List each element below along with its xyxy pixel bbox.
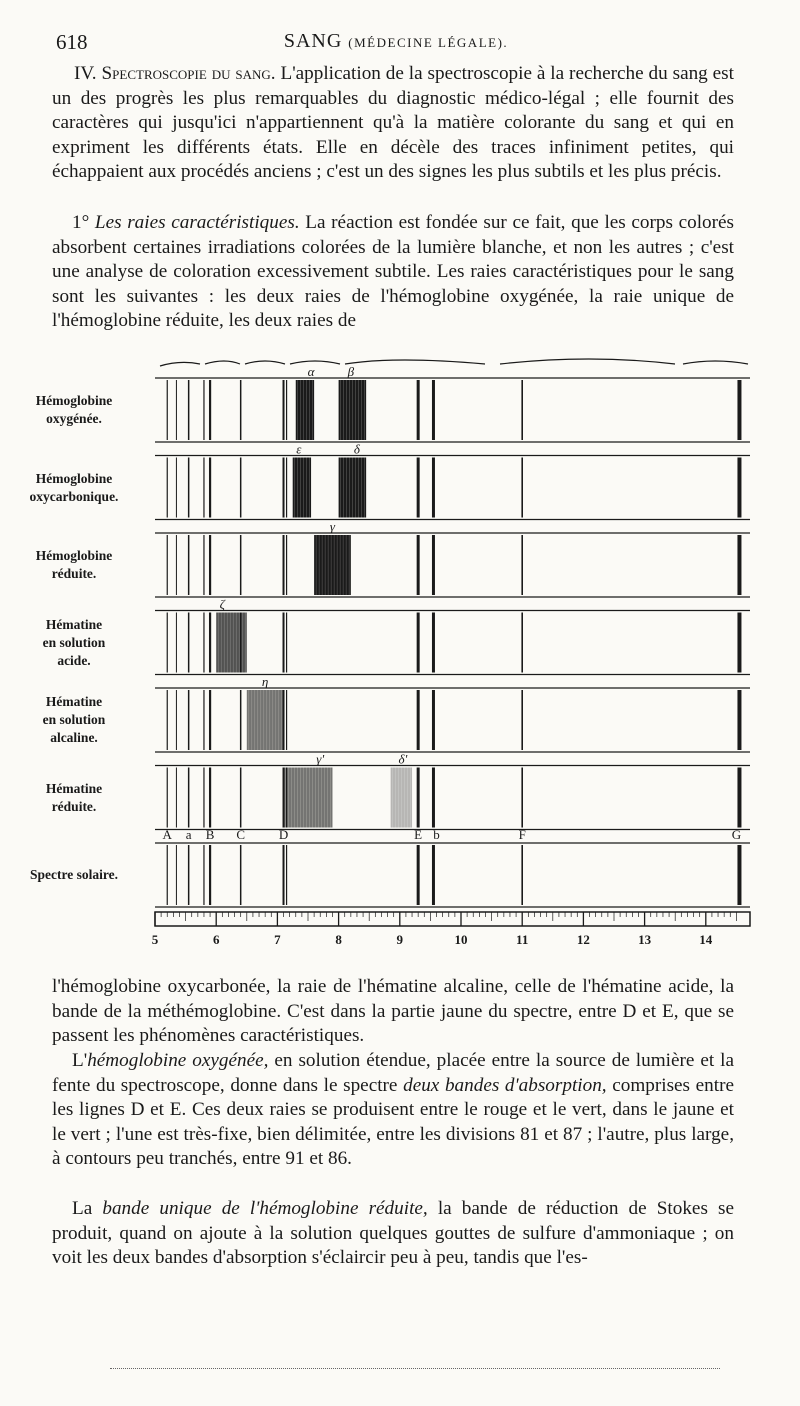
absorption-band (247, 690, 284, 750)
spectra-plate (0, 350, 800, 950)
band-letter: η (261, 674, 269, 689)
band-letter: γ (329, 519, 336, 534)
absorption-band (314, 535, 351, 595)
row-label-line: Spectre solaire. (30, 867, 118, 882)
band-letter: ε (296, 441, 302, 457)
scale-number: 9 (396, 932, 404, 947)
scale-number: 13 (638, 932, 652, 947)
body-paragraph-1-text: l'hémoglobine oxycarbonée, la raie de l'hématine alcaline, celle de l'hématine acide, la bande de la méthémoglobine. C'est dans la partie jaune du spectre, entre D et E, que se passent les phénomènes caractéristiques. (52, 976, 734, 1047)
running-header (56, 30, 736, 56)
fraunhofer-letter: B (205, 827, 215, 842)
section-intro-paragraph (52, 62, 734, 185)
scale-number: 8 (335, 932, 342, 947)
scale-number: 6 (212, 932, 220, 947)
body-paragraph-1 (52, 975, 734, 1049)
fraunhofer-letter: F (518, 827, 526, 842)
p3-lead: La (72, 1198, 103, 1219)
body-paragraph-3 (52, 1197, 734, 1271)
page-number: 618 (56, 30, 88, 54)
p2-emphasis: hémoglobine oxygénée, (87, 1050, 269, 1071)
row-label-line: réduite. (51, 566, 97, 581)
footer-rule (110, 1368, 720, 1369)
p2-lead: L' (72, 1050, 88, 1071)
row-label-line: Hémoglobine (35, 393, 113, 408)
absorption-band (391, 768, 412, 828)
absorption-band (284, 768, 333, 828)
section-heading: Spectroscopie du sang. (101, 63, 276, 84)
fraunhofer-letter: a (185, 827, 192, 842)
row-label-line: en solution (42, 712, 106, 727)
running-title (56, 30, 736, 53)
p3-emphasis: bande unique de l'hémoglobine réduite, (102, 1198, 428, 1219)
p3-text: la bande de réduction de Stokes se produit, quand on ajoute à la solution quelques gouttes de sulfure d'ammoniaque ; on voit les deux bandes d'absorption s'éclaircir peu à peu, tandis que l'es- (52, 1198, 735, 1269)
section-intro-text: L'application de la spectroscopie à la recherche du sang est un des progrès les plus remarquables du diagnostic médico-légal ; elle fournit des caractères qui jusqu'ici n'appartiennent qu'à la matière colorante du sang et qui en expriment les différents états. Elle en décèle des traces infiniment petites, qui échappaient aux procédés anciens ; c'est un des signes les plus subtils et les plus précis. (52, 63, 734, 183)
band-letter: ζ (219, 596, 225, 612)
row-label-line: alcaline. (50, 730, 98, 745)
row-label-line: Hématine (45, 780, 103, 796)
row-label-line: Hémoglobine (35, 548, 113, 563)
scale-number: 11 (516, 932, 529, 947)
row-label-line: oxycarbonique. (29, 488, 119, 504)
subsection-number: 1° (72, 212, 90, 233)
subsection-paragraph (52, 211, 734, 334)
fraunhofer-letter: D (278, 827, 289, 842)
row-label-line: Hématine (45, 616, 103, 632)
scale-number: 14 (699, 932, 713, 947)
absorption-band (296, 380, 314, 440)
p2-text-a: en solution étendue, placée entre la source de lumière et la fente du spectroscope, donne dans le spectre (52, 1050, 734, 1096)
running-title-main: SANG (283, 30, 343, 52)
fraunhofer-letter: E (414, 827, 423, 842)
p2-text-b: comprises entre les lignes D et E. Ces deux raies se produisent entre le rouge et le vert, dans le jaune et le vert ; l'une est très-fixe, bien délimitée, entre les divisions 81 et 87 ; l'autre, plus large, à contours peu tranchés, entre 91 et 86. (52, 1074, 735, 1170)
row-label-line: en solution (42, 634, 106, 650)
row-label-line: Hémoglobine (35, 470, 113, 486)
absorption-band (293, 458, 311, 518)
row-label-line: oxygénée. (46, 411, 102, 426)
p2-emphasis-2: deux bandes d'absorption, (403, 1074, 607, 1096)
scale-number: 7 (274, 932, 281, 947)
row-label-line: acide. (57, 652, 91, 668)
subsection-heading: Les raies caractéristiques. (94, 212, 300, 233)
fraunhofer-letter: G (731, 827, 742, 842)
band-letter: α (307, 364, 315, 379)
fraunhofer-letter: A (162, 827, 172, 842)
scale-number: 12 (576, 932, 590, 947)
top-braces (160, 359, 748, 366)
spectra-figure (0, 350, 800, 950)
scale-number: 5 (151, 932, 159, 947)
section-numeral: IV. (74, 63, 97, 84)
row-label-line: réduite. (51, 798, 97, 814)
running-title-sub: (MÉDECINE LÉGALE). (348, 35, 509, 50)
body-paragraph-2 (52, 1049, 734, 1172)
fraunhofer-letter: b (433, 827, 440, 842)
scale-ruler (155, 912, 750, 926)
band-letter: β (347, 364, 355, 379)
scale-number: 10 (454, 932, 468, 947)
band-letter: γ' (316, 751, 325, 767)
band-letter: δ (353, 441, 360, 457)
fraunhofer-letter: C (236, 827, 246, 842)
subsection-text: La réaction est fondée sur ce fait, que les corps colorés absorbent certaines irradiations colorées de la lumière blanche, et non les autres ; c'est une analyse de coloration excessivement subtile. Les raies caractéristiques pour le sang sont les suivantes : les deux raies de l'hémoglobine oxygénée, la raie unique de l'hémoglobine réduite, les deux raies de (52, 212, 735, 332)
row-label-line: Hématine (45, 694, 103, 709)
band-letter: δ' (398, 751, 408, 767)
